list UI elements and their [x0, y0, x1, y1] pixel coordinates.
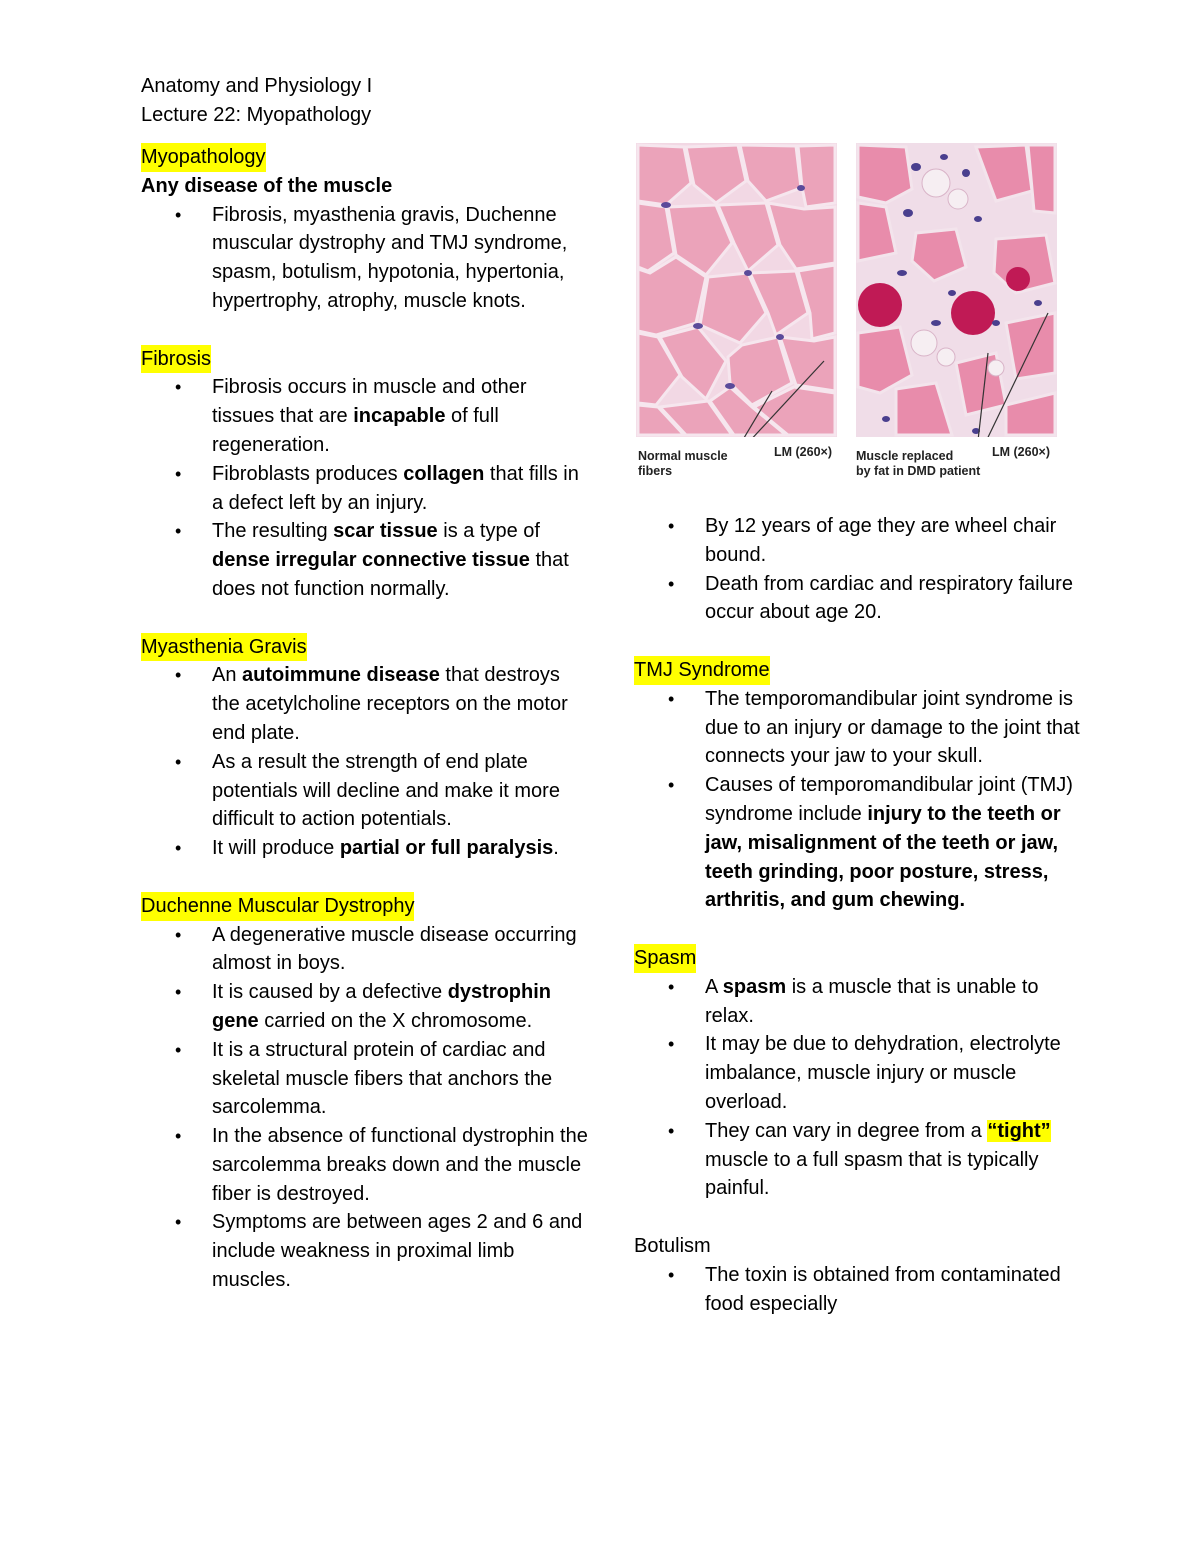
bullet-list — [141, 921, 591, 1295]
list-item: • A spasm is a muscle that is unable to relax. — [634, 973, 1084, 1031]
section-myopathology — [141, 143, 591, 316]
list-item: • Causes of temporomandibular joint (TMJ) syndrome include injury to the teeth or jaw, misalignment of the teeth or jaw, teeth grinding, poor posture, stress, arthritis, and gum chewing. — [634, 771, 1084, 915]
bullet-list — [141, 201, 591, 316]
section-title-fibrosis: Fibrosis — [141, 345, 211, 374]
dmd-fibers-label: Muscle replaced by fat in DMD patient — [856, 449, 981, 478]
section-title-spasm: Spasm — [634, 944, 696, 973]
document-header — [141, 72, 372, 130]
section-title-myasthenia-gravis: Myasthenia Gravis — [141, 633, 307, 662]
list-item: • Fibroblasts produces collagen that fills in a defect left by an injury. — [141, 460, 591, 518]
normal-fibers-label: Normal muscle fibers — [638, 449, 728, 478]
list-item: • As a result the strength of end plate potentials will decline and make it more difficult to action potentials. — [141, 748, 591, 834]
lecture-title: Lecture 22: Myopathology — [141, 104, 372, 126]
section-title-duchenne: Duchenne Muscular Dystrophy — [141, 892, 414, 921]
list-item: • They can vary in degree from a “tight” muscle to a full spasm that is typically painful. — [634, 1117, 1084, 1203]
section-myasthenia-gravis — [141, 633, 591, 863]
list-item: • A degenerative muscle disease occurring almost in boys. — [141, 921, 591, 979]
list-item: • Fibrosis occurs in muscle and other tissues that are incapable of full regeneration. — [141, 373, 591, 459]
right-column — [634, 512, 1084, 1318]
list-item: • It is a structural protein of cardiac and skeletal muscle fibers that anchors the sarcolemma. — [141, 1036, 591, 1122]
section-fibrosis — [141, 345, 591, 604]
section-title-myopathology: Myopathology — [141, 143, 266, 172]
list-item: • It is caused by a defective dystrophin gene carried on the X chromosome. — [141, 978, 591, 1036]
normal-muscle-micrograph — [636, 143, 837, 437]
dmd-muscle-micrograph — [856, 143, 1057, 437]
normal-magnification-label: LM (260×) — [774, 445, 833, 459]
left-column — [141, 143, 591, 1295]
section-tmj — [634, 656, 1084, 915]
myopathology-definition: Any disease of the muscle — [141, 174, 393, 197]
list-item: • In the absence of functional dystrophin the sarcolemma breaks down and the muscle fiber is destroyed. — [141, 1122, 591, 1208]
section-botulism — [634, 1232, 1084, 1318]
section-duchenne — [141, 892, 591, 1295]
section-title-botulism: Botulism — [634, 1234, 711, 1257]
course-title: Anatomy and Physiology I — [141, 75, 373, 97]
list-item: • An autoimmune disease that destroys the acetylcholine receptors on the motor end plate. — [141, 661, 591, 747]
list-item: • The temporomandibular joint syndrome is due to an injury or damage to the joint that connects your jaw to your skull. — [634, 685, 1084, 771]
bullet-list — [634, 685, 1084, 915]
list-item: • Fibrosis, myasthenia gravis, Duchenne muscular dystrophy and TMJ syndrome, spasm, botulism, hypotonia, hypertonia, hypertrophy, atrophy, muscle knots. — [141, 201, 591, 316]
section-title-tmj: TMJ Syndrome — [634, 656, 770, 685]
bullet-list — [141, 373, 591, 603]
list-item: • Symptoms are between ages 2 and 6 and include weakness in proximal limb muscles. — [141, 1208, 591, 1294]
list-item: • By 12 years of age they are wheel chair bound. — [634, 512, 1084, 570]
list-item: • It may be due to dehydration, electrolyte imbalance, muscle injury or muscle overload. — [634, 1030, 1084, 1116]
section-duchenne-continued — [634, 512, 1084, 627]
bullet-list — [634, 1261, 1084, 1319]
bullet-list — [634, 512, 1084, 627]
list-item: • It will produce partial or full paralysis. — [141, 834, 591, 863]
micrograph-figure — [636, 143, 1060, 483]
bullet-list — [634, 973, 1084, 1203]
dmd-magnification-label: LM (260×) — [992, 445, 1051, 459]
list-item: • Death from cardiac and respiratory failure occur about age 20. — [634, 570, 1084, 628]
list-item: • The resulting scar tissue is a type of dense irregular connective tissue that does not function normally. — [141, 517, 591, 603]
bullet-list — [141, 661, 591, 863]
list-item: • The toxin is obtained from contaminated food especially — [634, 1261, 1084, 1319]
section-spasm — [634, 944, 1084, 1203]
